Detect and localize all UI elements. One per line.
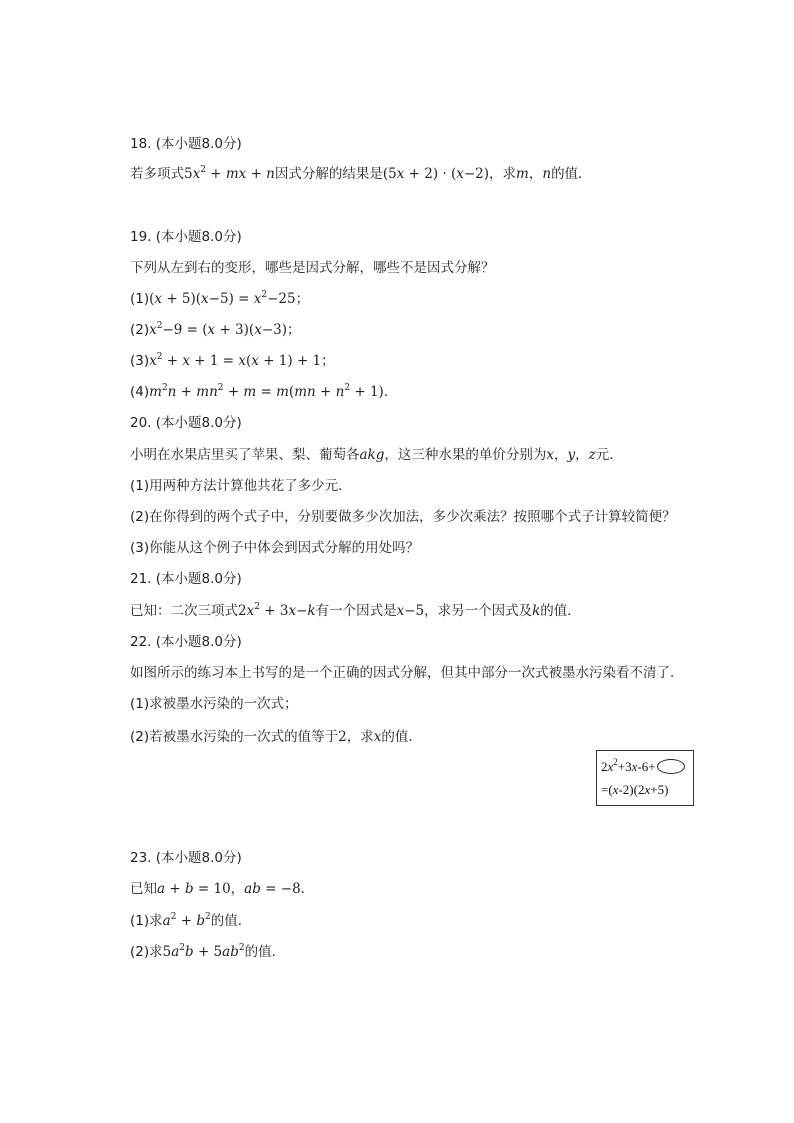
q18-header: 18. (本小题8.0分)	[130, 136, 242, 152]
ink-blot-icon	[657, 759, 685, 774]
q20-header: 20. (本小题8.0分)	[130, 415, 242, 431]
q21-header: 21. (本小题8.0分)	[130, 571, 242, 587]
q19-item-3: $(3)x^2 + x + 1 = x(x + 1) + 1$；	[130, 351, 335, 369]
q20-item-2: (2)在你得到的两个式子中，分别要做多少次加法，多少次乘法？按照哪个式子计算较简便？	[130, 509, 676, 525]
q20-item-3: (3)你能从这个例子中体会到因式分解的用处吗？	[130, 540, 420, 556]
q23-item-1: (1)求$a^2 + b^2$的值．	[130, 911, 252, 929]
q19-header: 19. (本小题8.0分)	[130, 229, 242, 245]
q19-item-4: $(4)m^2n + mn^2 + m = m(mn + n^2 + 1)$．	[130, 382, 398, 400]
q19-item-2: $(2)x^2-9 = (x + 3)(x-3)$；	[130, 320, 301, 338]
q22-item-1: (1)求被墨水污染的一次式；	[130, 696, 298, 712]
q21-text: 已知：二次三项式$2x^2 + 3x-k$有一个因式是x−5，求另一个因式及k的值．	[130, 601, 581, 619]
q19-intro: 下列从左到右的变形，哪些是因式分解，哪些不是因式分解？	[130, 260, 495, 276]
q22-intro: 如图所示的练习本上书写的是一个正确的因式分解，但其中部分一次式被墨水污染看不清了．	[130, 665, 684, 681]
q22-header: 22. (本小题8.0分)	[130, 634, 242, 650]
q18-text: 若多项式$5x^2$ + mx + n因式分解的结果是(5x + 2) · (x−2)，求m，n的值．	[130, 164, 592, 182]
q23-given: 已知a + b = 10，ab = −8．	[130, 881, 315, 897]
exercise-figure	[596, 750, 694, 806]
q23-item-2: (2)求$5a^2b + 5ab^2$的值．	[130, 942, 286, 960]
q20-intro: 小明在水果店里买了苹果、梨、葡萄各akg，这三种水果的单价分别为x，y，z元．	[130, 447, 623, 463]
q20-item-1: (1)用两种方法计算他共花了多少元．	[130, 478, 352, 494]
figure-line-2: =(x-2)(2x+5)	[601, 782, 669, 797]
q23-header: 23. (本小题8.0分)	[130, 850, 242, 866]
figure-line-1: $2x^2+3x-6+$	[601, 759, 685, 775]
q19-item-1: $(1)(x + 5)(x-5) = x^2-25$；	[130, 289, 310, 307]
q22-item-2: (2)若被墨水污染的一次式的值等于2，求x的值．	[130, 729, 422, 745]
